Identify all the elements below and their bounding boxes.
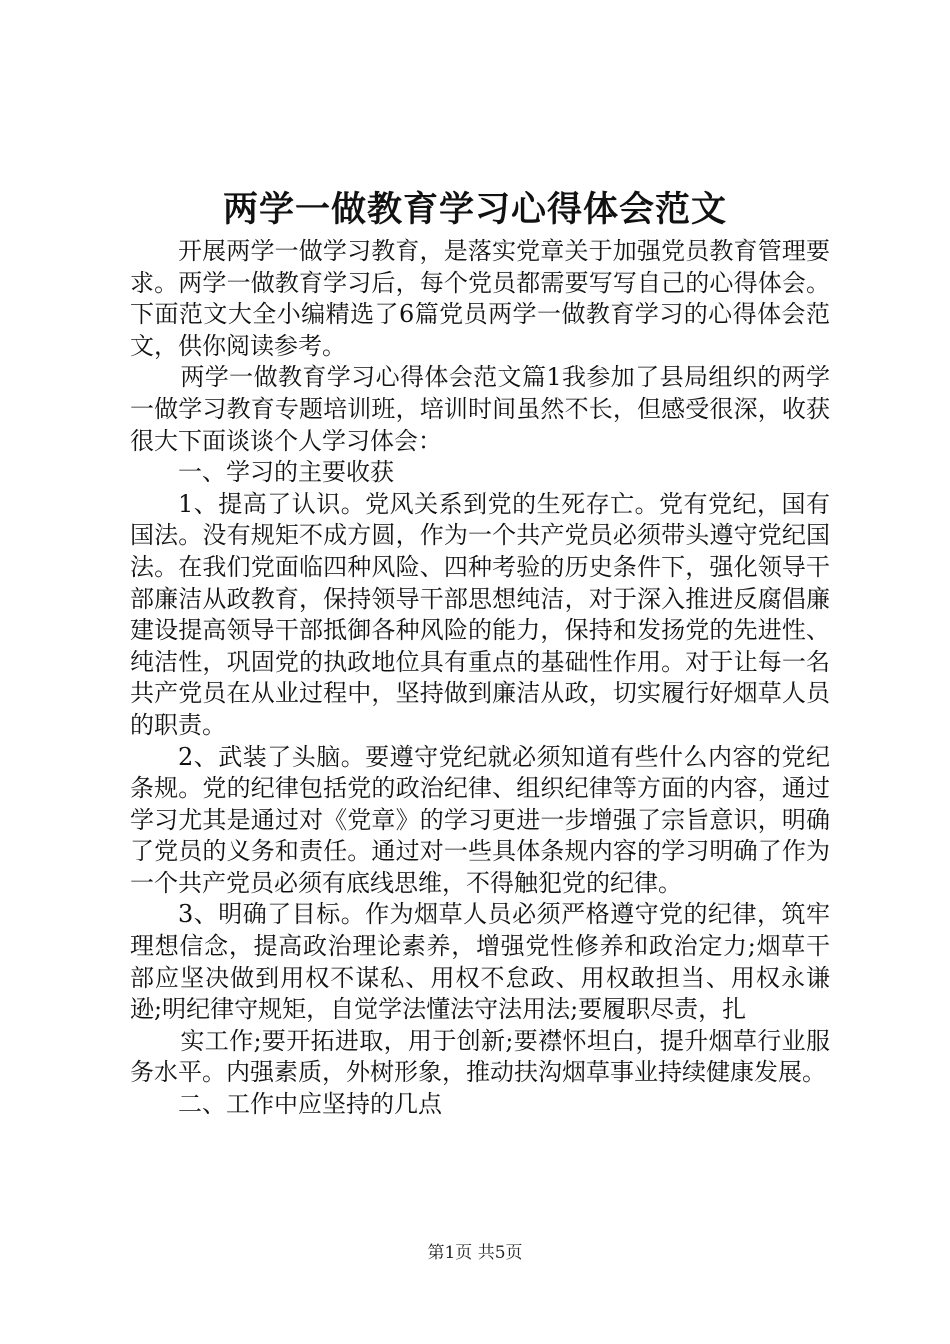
document-title: 两学一做教育学习心得体会范文 — [222, 189, 727, 230]
paragraph-point-3-continued: 实工作;要开拓进取，用于创新;要襟怀坦白，提升烟草行业服务水平。内强素质，外树形象，推动扶沟烟草事业持续健康发展。 — [130, 1026, 830, 1087]
paragraph-point-2: 2、武装了头脑。要遵守党纪就必须知道有些什么内容的党纪条规。党的纪律包括党的政治纪律、组织纪律等方面的内容，通过学习尤其是通过对《党章》的学习更进一步增强了宗旨意识，明确了党员的义务和责任。通过对一些具体条规内容的学习明确了作为一个共产党员必须有底线思维，不得触犯党的纪律。 — [130, 742, 830, 897]
section-heading-work-principles: 二、工作中应坚持的几点 — [178, 1090, 442, 1119]
page-number-footer: 第1页 共5页 — [427, 1243, 523, 1263]
paragraph-point-1: 1、提高了认识。党风关系到党的生死存亡。党有党纪，国有国法。没有规矩不成方圆，作为一个共产党员必须带头遵守党纪国法。在我们党面临四种风险、四种考验的历史条件下，强化领导干部廉洁从政教育，保持领导干部思想纯洁，对于深入推进反腐倡廉建设提高领导干部抵御各种风险的能力，保持和发扬党的先进性、纯洁性，巩固党的执政地位具有重点的基础性作用。对于让每一名共产党员在从业过程中，坚持做到廉洁从政，切实履行好烟草人员的职责。 — [130, 489, 830, 739]
paragraph-article-1-opening: 两学一做教育学习心得体会范文篇1我参加了县局组织的两学一做学习教育专题培训班，培训时间虽然不长，但感受很深，收获很大下面谈谈个人学习体会： — [130, 363, 830, 455]
document-body — [130, 236, 830, 1121]
section-heading-main-gains: 一、学习的主要收获 — [178, 458, 394, 487]
paragraph-point-3: 3、明确了目标。作为烟草人员必须严格遵守党的纪律，筑牢理想信念，提高政治理论素养，增强党性修养和政治定力;烟草干部应坚决做到用权不谋私、用权不怠政、用权敢担当、用权永谦逊;明纪律守规矩，自觉学法懂法守法用法;要履职尽责，扎 — [130, 900, 830, 1024]
paragraph-intro: 开展两学一做学习教育，是落实党章关于加强党员教育管理要求。两学一做教育学习后，每个党员都需要写写自己的心得体会。下面范文大全小编精选了6篇党员两学一做教育学习的心得体会范文，供你阅读参考。 — [130, 237, 830, 360]
